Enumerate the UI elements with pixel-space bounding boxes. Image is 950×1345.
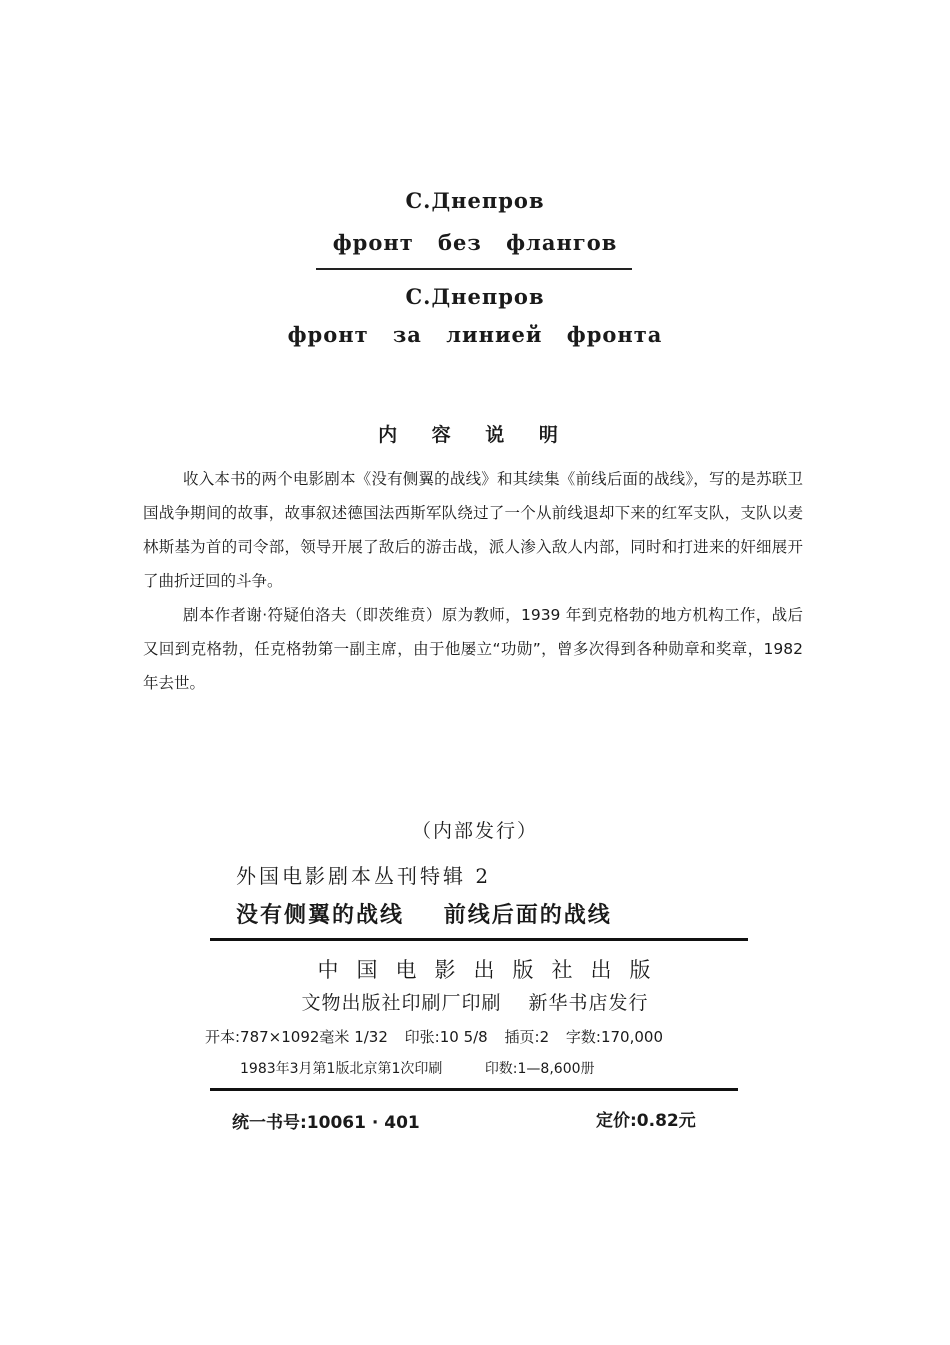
word-count: 字数:170,000 (565, 1028, 663, 1046)
printed-sheets: 印张:10 5/8 (404, 1028, 488, 1046)
series-name: 外国电影剧本丛刊特辑 2 (236, 864, 492, 888)
russian-author-2: С.Днепров (405, 284, 545, 309)
printer-distributor-line (0, 988, 950, 1015)
description-paragraph-1: 收入本书的两个电影剧本《没有侧翼的战线》和其续集《前线后面的战线》，写的是苏联卫国战争期间的故事，故事叙述德国法西斯军队绕过了一个从前线退却下来的红军支队，支队以麦林斯基为首的司令部，领导开展了敌后的游击战，派人渗入敌人内部，同时和打进来的奸细展开了曲折迂回的斗争。 (143, 470, 803, 590)
russian-author-1: С.Днепров (405, 188, 545, 213)
print-run: 印数:1—8,600册 (484, 1061, 595, 1077)
book-title-1: 没有侧翼的战线 (236, 903, 405, 928)
divider-line (316, 268, 632, 270)
price: 定价:0.82元 (596, 1111, 696, 1131)
book-format: 开本:787×1092毫米 1/32 (205, 1028, 388, 1046)
edition-info: 1983年3月第1版北京第1次印刷 (240, 1061, 443, 1077)
imprint-bottom-rule (210, 1088, 738, 1091)
description-heading: 内 容 说 明 (378, 424, 572, 446)
book-titles (236, 898, 612, 929)
edition-line (240, 1058, 595, 1078)
description-paragraph-2: 剧本作者谢·符疑伯洛夫（即茨维贲）原为教师，1939 年到克格勃的地方机构工作，战后又回到克格勃，任克格勃第一副主席，由于他屡立“功勋”，曾多次得到各种勋章和奖章，1982 年去世。 (143, 606, 803, 692)
publisher: 中国电影出版社出版 (317, 958, 669, 982)
distributor: 新华书店发行 (528, 992, 649, 1014)
imprint-top-rule (210, 938, 748, 941)
specs-line (205, 1026, 675, 1047)
plates: 插页:2 (504, 1028, 550, 1046)
description-body (143, 462, 803, 700)
internal-distribution-note: （内部发行） (411, 820, 538, 842)
unified-book-number: 统一书号:10061 · 401 (232, 1113, 420, 1133)
printer: 文物出版社印刷厂印刷 (301, 992, 502, 1014)
book-title-2: 前线后面的战线 (443, 903, 612, 928)
russian-title-1: фронт без флангов (332, 230, 618, 255)
russian-title-2: фронт за линией фронта (287, 322, 663, 347)
